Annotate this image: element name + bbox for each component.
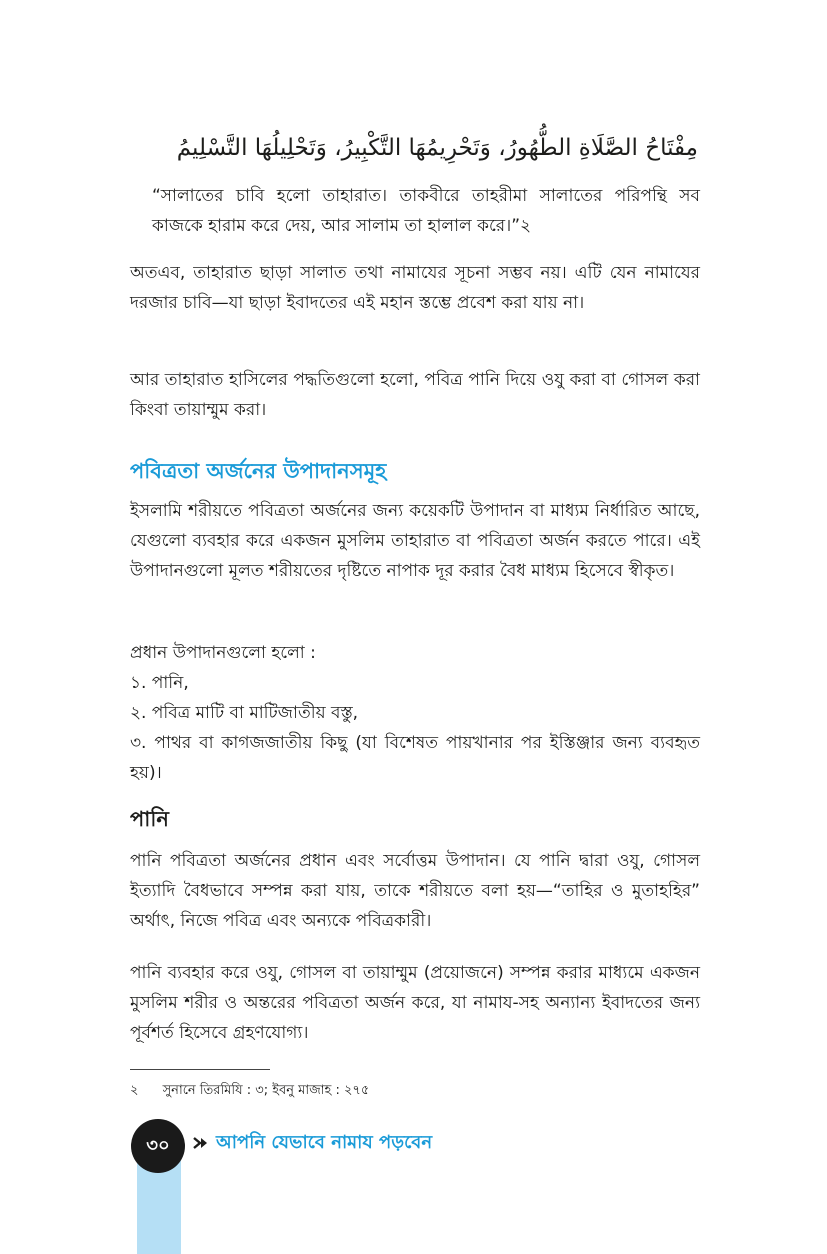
footnote-rule [130,1069,270,1070]
paragraph: অতএব, তাহারাত ছাড়া সালাত তথা নামাযের সূচনা সম্ভব নয়। এটি যেন নামাযের দরজার চাবি—যা ছাড়া ইবাদতের এই মহান স্তম্ভে প্রবেশ করা যায় না। [130,263,700,313]
elements-list [130,668,700,788]
double-chevron-right-icon [192,1135,214,1149]
paragraph: ইসলামি শরীয়তে পবিত্রতা অর্জনের জন্য কয়েকটি উপাদান বা মাধ্যম নির্ধারিত আছে, যেগুলো ব্যবহার করে একজন মুসলিম তাহারাত বা পবিত্রতা অর্জন করতে পারে। এই উপাদানগুলো মূলত শরীয়তের দৃষ্টিতে নাপাক দূর করার বৈধ মাধ্যম হিসেবে স্বীকৃত। [130,501,700,581]
list-item: ৩. পাথর বা কাগজজাতীয় কিছু (যা বিশেষত পায়খানার পর ইস্তিঞ্জার জন্য ব্যবহৃত হয়)। [130,733,700,783]
sub-heading: পানি [130,807,169,831]
hadith-translation-quote: “সালাতের চাবি হলো তাহারাত। তাকবীরে তাহরীমা সালাতের পরিপন্থি সব কাজকে হারাম করে দেয়, আর সালাম তা হালাল করে।”২ [152,186,700,236]
list-item: ২. পবিত্র মাটি বা মাটিজাতীয় বস্তু, [130,703,359,723]
footnote-number: ২ [130,1083,139,1098]
paragraph: পানি ব্যবহার করে ওযু, গোসল বা তায়াম্মুম (প্রয়োজনে) সম্পন্ন করার মাধ্যমে একজন মুসলিম শরীর ও অন্তরের পবিত্রতা অর্জন করে, যা নামায-সহ অন্যান্য ইবাদতের জন্য পূর্বশর্ত হিসেবে গ্রহণযোগ্য। [130,963,700,1043]
paragraph: পানি পবিত্রতা অর্জনের প্রধান এবং সর্বোত্তম উপাদান। যে পানি দ্বারা ওযু, গোসল ইত্যাদি বৈধভাবে সম্পন্ন করা যায়, তাকে শরীয়তে বলা হয়—“তাহির ও মুতাহহির” অর্থাৎ, নিজে পবিত্র এবং অন্যকে পবিত্রকারী। [130,851,700,931]
arabic-hadith: مِفْتَاحُ الصَّلَاةِ الطُّهُورُ، وَتَحْرِيمُهَا التَّكْبِيرُ، وَتَحْلِيلُهَا التَّسْلِيمُ [176,135,698,161]
running-title: আপনি যেভাবে নামায পড়বেন [216,1132,433,1153]
footnote [130,1080,369,1102]
page-number: ৩০ [146,1134,170,1156]
list-intro: প্রধান উপাদানগুলো হলো : [130,643,316,663]
paragraph: আর তাহারাত হাসিলের পদ্ধতিগুলো হলো, পবিত্র পানি দিয়ে ওযু করা বা গোসল করা কিংবা তায়াম্মুম করা। [130,370,700,420]
list-item: ১. পানি, [130,673,189,693]
page-number-badge [131,1119,185,1173]
section-heading: পবিত্রতা অর্জনের উপাদানসমূহ [130,459,387,483]
footnote-text: সুনানে তিরমিযি : ৩; ইবনু মাজাহ : ২৭৫ [162,1083,370,1098]
